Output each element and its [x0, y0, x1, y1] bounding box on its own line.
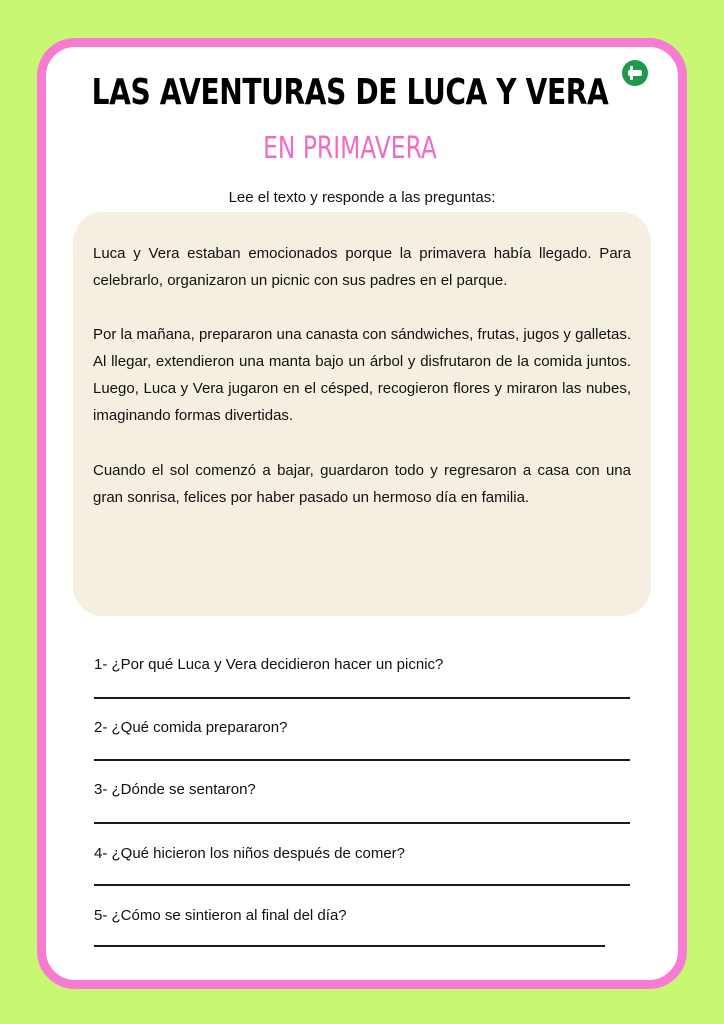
page-subtitle: EN PRIMAVERA: [263, 131, 437, 166]
answer-line-4[interactable]: [94, 884, 630, 886]
answer-line-5[interactable]: [94, 945, 605, 947]
page-title: LAS AVENTURAS DE LUCA Y VERA: [91, 72, 609, 113]
question-4: 4- ¿Qué hicieron los niños después de comer?: [94, 845, 406, 862]
instructions-text: Lee el texto y responde a las preguntas:: [228, 189, 496, 206]
story-paragraph: Cuando el sol comenzó a bajar, guardaron todo y regresaron a casa con una gran sonrisa, felices por haber pasado un hermoso día en familia.: [93, 462, 631, 506]
story-paragraph: Luca y Vera estaban emocionados porque la primavera había llegado. Para celebrarlo, organizaron un picnic con sus padres en el parque.: [93, 245, 631, 289]
question-5: 5- ¿Cómo se sintieron al final del día?: [94, 907, 347, 924]
logo-mark: [628, 70, 642, 76]
story-paragraph: Por la mañana, prepararon una canasta con sándwiches, frutas, jugos y galletas. Al llegar, extendieron una manta bajo un árbol y disfrutaron de la comida juntos. Luego, Luca y Vera jugaron en el césped, recogieron flores y miraron las nubes, imaginando formas divertidas.: [93, 326, 631, 424]
answer-line-1[interactable]: [94, 697, 630, 699]
question-2: 2- ¿Qué comida prepararon?: [94, 719, 288, 736]
answer-line-2[interactable]: [94, 759, 630, 761]
question-3: 3- ¿Dónde se sentaron?: [94, 781, 256, 798]
question-1: 1- ¿Por qué Luca y Vera decidieron hacer un picnic?: [94, 656, 444, 673]
logo-icon: [622, 60, 648, 86]
answer-line-3[interactable]: [94, 822, 630, 824]
